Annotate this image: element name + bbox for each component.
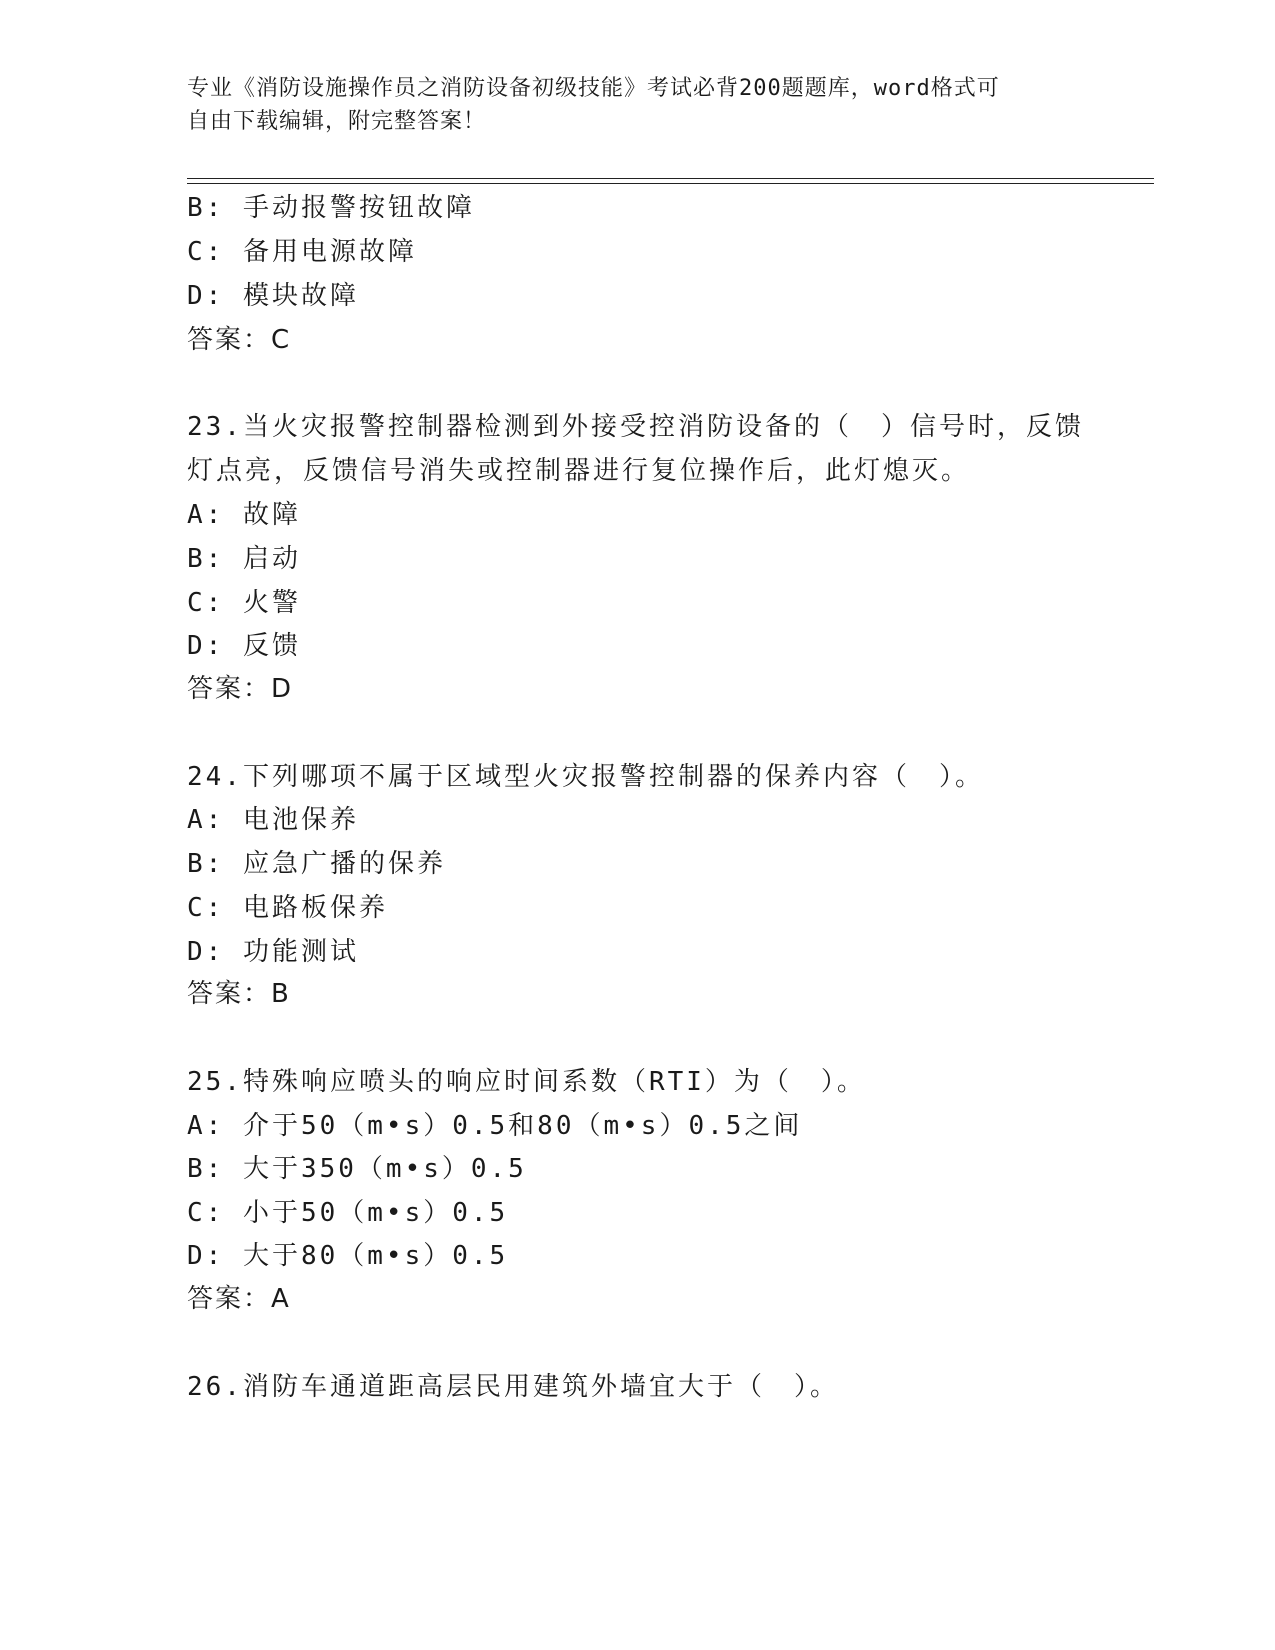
option-b: B: 启动 — [187, 544, 301, 574]
option-a: A: 故障 — [187, 500, 301, 530]
question-stem: 24.下列哪项不属于区域型火灾报警控制器的保养内容（ ）。 — [187, 762, 984, 792]
option-c: C: 备用电源故障 — [187, 237, 417, 267]
question-stem: 23.当火灾报警控制器检测到外接受控消防设备的（ ）信号时，反馈 — [187, 412, 1084, 442]
header-rule-top — [187, 178, 1154, 179]
question-stem: 25.特殊响应喷头的响应时间系数（RTI）为（ ）。 — [187, 1067, 866, 1097]
option-b: B: 大于350（m•s）0.5 — [187, 1154, 527, 1184]
option-b: B: 应急广播的保养 — [187, 849, 446, 879]
option-c: C: 小于50（m•s）0.5 — [187, 1198, 509, 1228]
option-b: B: 手动报警按钮故障 — [187, 193, 475, 223]
option-d: D: 功能测试 — [187, 937, 359, 967]
option-c: C: 电路板保养 — [187, 893, 388, 923]
option-c: C: 火警 — [187, 588, 301, 618]
answer-line: 答案：D — [187, 674, 294, 704]
answer-line: 答案：A — [187, 1284, 291, 1314]
header-rule-bottom — [187, 183, 1154, 184]
header-line-1: 专业《消防设施操作员之消防设备初级技能》考试必背200题题库，word格式可 — [187, 76, 1000, 101]
document-header — [187, 72, 1087, 138]
option-d: D: 模块故障 — [187, 281, 359, 311]
option-d: D: 反馈 — [187, 631, 301, 661]
question-stem-continued: 灯点亮，反馈信号消失或控制器进行复位操作后，此灯熄灭。 — [187, 456, 971, 486]
option-a: A: 介于50（m•s）0.5和80（m•s）0.5之间 — [187, 1111, 803, 1141]
header-line-2: 自由下载编辑，附完整答案！ — [187, 109, 487, 134]
question-stem: 26.消防车通道距高层民用建筑外墙宜大于（ ）。 — [187, 1372, 839, 1402]
answer-line: 答案：C — [187, 325, 292, 355]
option-a: A: 电池保养 — [187, 805, 359, 835]
answer-line: 答案：B — [187, 979, 291, 1009]
option-d: D: 大于80（m•s）0.5 — [187, 1241, 509, 1271]
